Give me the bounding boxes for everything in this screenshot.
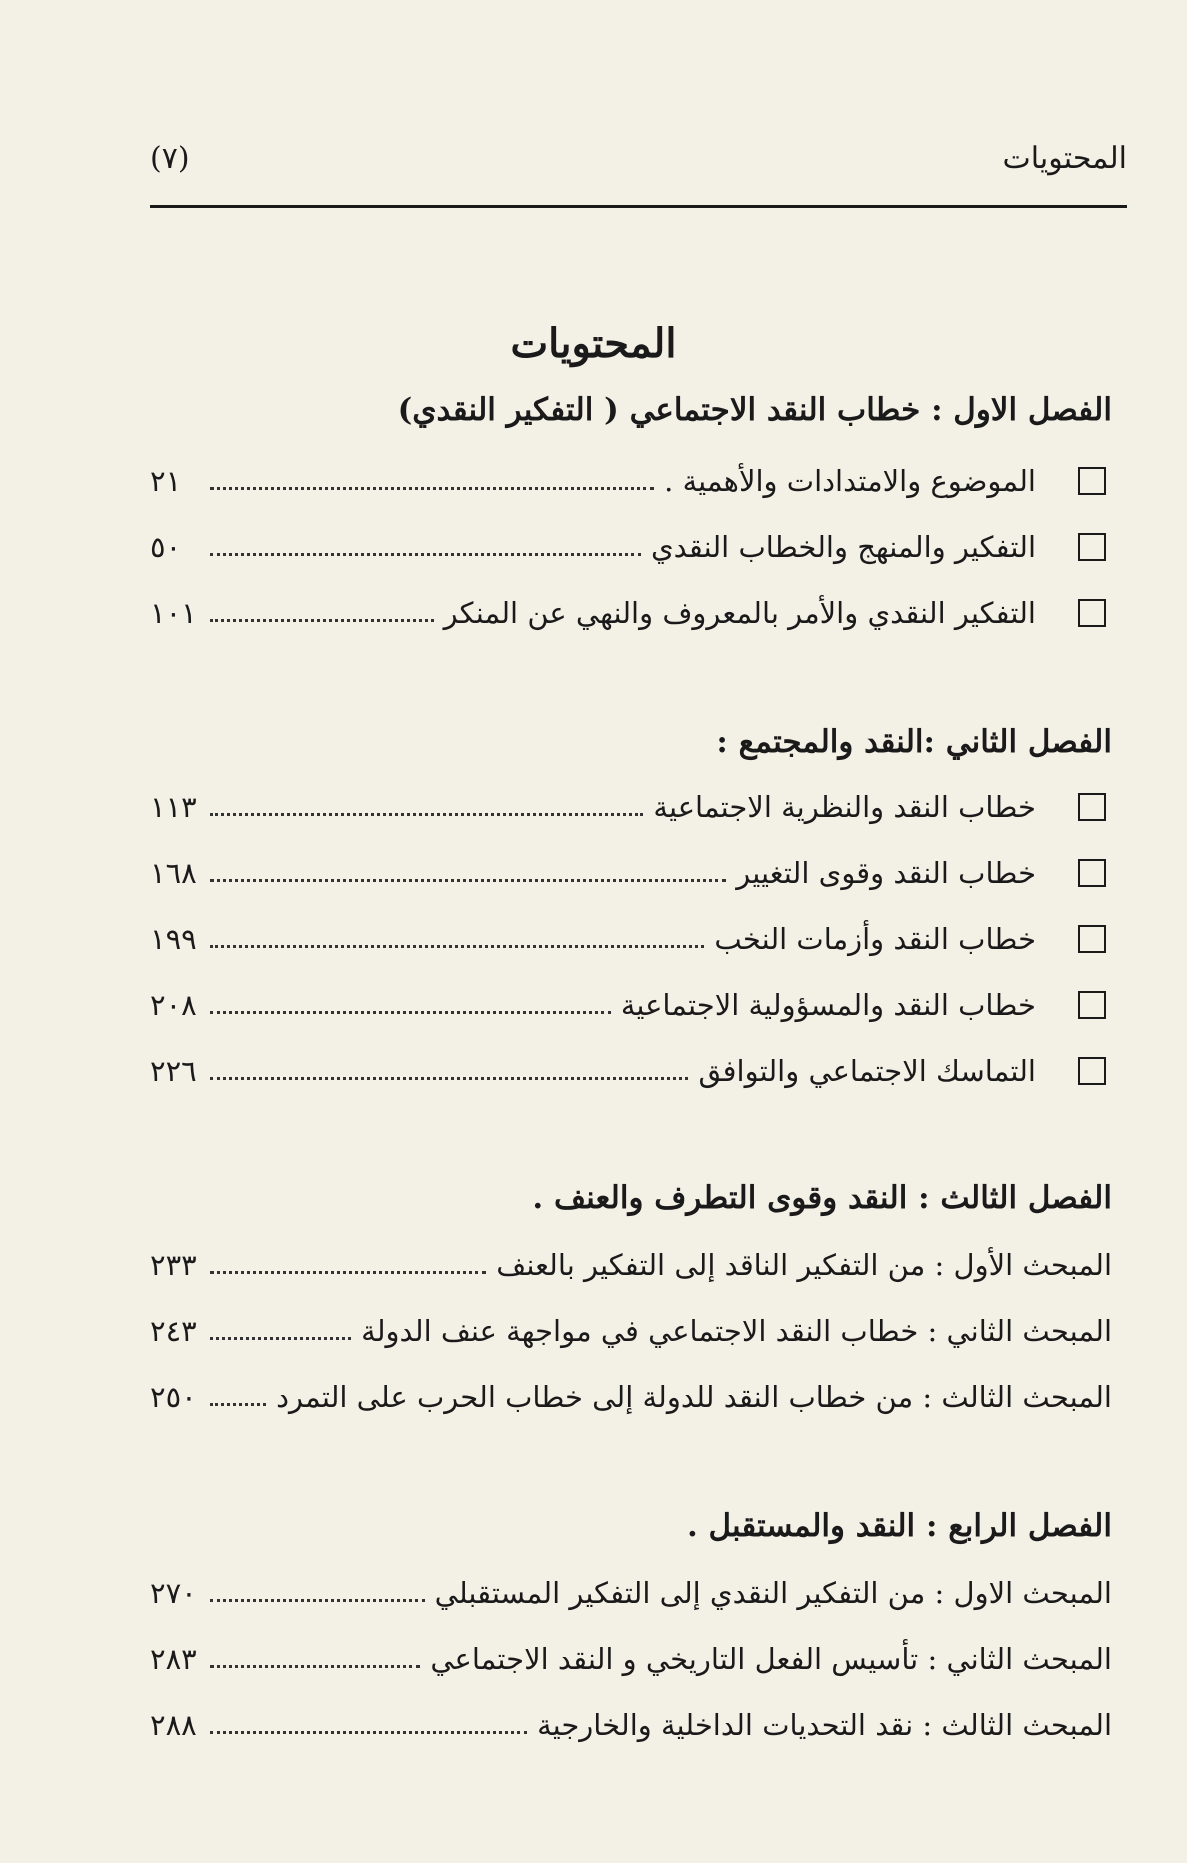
chapter-3-heading: الفصل الثالث : النقد وقوى التطرف والعنف . xyxy=(532,1180,1112,1216)
dot-leader xyxy=(210,945,704,948)
entry-page: ٢٥٠ xyxy=(150,1380,197,1414)
entry-page: ٢٣٣ xyxy=(150,1248,197,1282)
toc-entry[interactable] xyxy=(150,530,1112,564)
checkbox-icon xyxy=(1078,1057,1106,1085)
entry-page: ٢٧٠ xyxy=(150,1576,197,1610)
dot-leader xyxy=(210,1731,527,1734)
entry-title: خطاب النقد وقوى التغيير xyxy=(736,856,1036,890)
entry-page: ٢١ xyxy=(150,464,182,498)
toc-entry[interactable] xyxy=(150,856,1112,890)
chapter-4-heading: الفصل الرابع : النقد والمستقبل . xyxy=(686,1508,1112,1544)
dot-leader xyxy=(210,1077,688,1080)
dot-leader xyxy=(210,1271,486,1274)
running-head xyxy=(150,128,1127,188)
dot-leader xyxy=(210,813,643,816)
dot-leader xyxy=(210,1011,611,1014)
entry-page: ٢٠٨ xyxy=(150,988,197,1022)
entry-page: ١٩٩ xyxy=(150,922,197,956)
dot-leader xyxy=(210,1599,425,1602)
page-number: (٧) xyxy=(150,140,190,176)
checkbox-icon xyxy=(1078,991,1106,1019)
entry-title: المبحث الثاني : خطاب النقد الاجتماعي في مواجهة عنف الدولة xyxy=(361,1314,1112,1348)
toc-entry[interactable] xyxy=(150,988,1112,1022)
entry-title: التفكير النقدي والأمر بالمعروف والنهي عن المنكر xyxy=(443,596,1036,630)
toc-entry[interactable] xyxy=(150,1248,1112,1282)
entry-title: المبحث الاول : من التفكير النقدي إلى التفكير المستقبلي xyxy=(434,1576,1112,1610)
checkbox-icon xyxy=(1078,859,1106,887)
toc-entry[interactable] xyxy=(150,464,1112,498)
running-head-title: المحتويات xyxy=(1002,140,1127,176)
toc-entry[interactable] xyxy=(150,790,1112,824)
header-rule xyxy=(150,205,1127,208)
entry-page: ١٦٨ xyxy=(150,856,197,890)
toc-entry[interactable] xyxy=(150,1380,1112,1414)
entry-page: ٢٨٨ xyxy=(150,1708,197,1742)
entry-title: المبحث الثالث : نقد التحديات الداخلية والخارجية xyxy=(537,1708,1112,1742)
entry-title: المبحث الثاني : تأسيس الفعل التاريخي و النقد الاجتماعي xyxy=(430,1642,1112,1676)
entry-page: ٢٤٣ xyxy=(150,1314,197,1348)
checkbox-icon xyxy=(1078,467,1106,495)
entry-title: خطاب النقد والنظرية الاجتماعية xyxy=(653,790,1036,824)
entry-title: المبحث الأول : من التفكير الناقد إلى التفكير بالعنف xyxy=(496,1248,1112,1282)
checkbox-icon xyxy=(1078,925,1106,953)
checkbox-icon xyxy=(1078,793,1106,821)
toc-entry[interactable] xyxy=(150,1314,1112,1348)
entry-title: الموضوع والامتدادات والأهمية . xyxy=(664,464,1036,498)
entry-page: ٢٨٣ xyxy=(150,1642,197,1676)
entry-title: خطاب النقد والمسؤولية الاجتماعية xyxy=(620,988,1036,1022)
dot-leader xyxy=(210,619,434,622)
toc-entry[interactable] xyxy=(150,922,1112,956)
entry-title: التماسك الاجتماعي والتوافق xyxy=(698,1054,1036,1088)
checkbox-icon xyxy=(1078,599,1106,627)
chapter-2-heading: الفصل الثاني :النقد والمجتمع : xyxy=(716,724,1112,760)
entry-title: المبحث الثالث : من خطاب النقد للدولة إلى خطاب الحرب على التمرد xyxy=(276,1380,1112,1414)
checkbox-icon xyxy=(1078,533,1106,561)
dot-leader xyxy=(210,487,654,490)
toc-entry[interactable] xyxy=(150,596,1112,630)
dot-leader xyxy=(210,879,726,882)
toc-entry[interactable] xyxy=(150,1054,1112,1088)
entry-page: ٥٠ xyxy=(150,530,182,564)
entry-title: التفكير والمنهج والخطاب النقدي xyxy=(650,530,1036,564)
dot-leader xyxy=(210,1665,420,1668)
entry-page: ٢٢٦ xyxy=(150,1054,197,1088)
toc-entry[interactable] xyxy=(150,1576,1112,1610)
dot-leader xyxy=(210,553,641,556)
dot-leader xyxy=(210,1337,351,1340)
entry-title: خطاب النقد وأزمات النخب xyxy=(714,922,1036,956)
chapter-1-heading: الفصل الاول : خطاب النقد الاجتماعي ( التفكير النقدي) xyxy=(397,392,1112,428)
entry-page: ١٠١ xyxy=(150,596,197,630)
dot-leader xyxy=(210,1403,266,1406)
entry-page: ١١٣ xyxy=(150,790,197,824)
page-title: المحتويات xyxy=(510,320,677,367)
toc-entry[interactable] xyxy=(150,1708,1112,1742)
toc-entry[interactable] xyxy=(150,1642,1112,1676)
